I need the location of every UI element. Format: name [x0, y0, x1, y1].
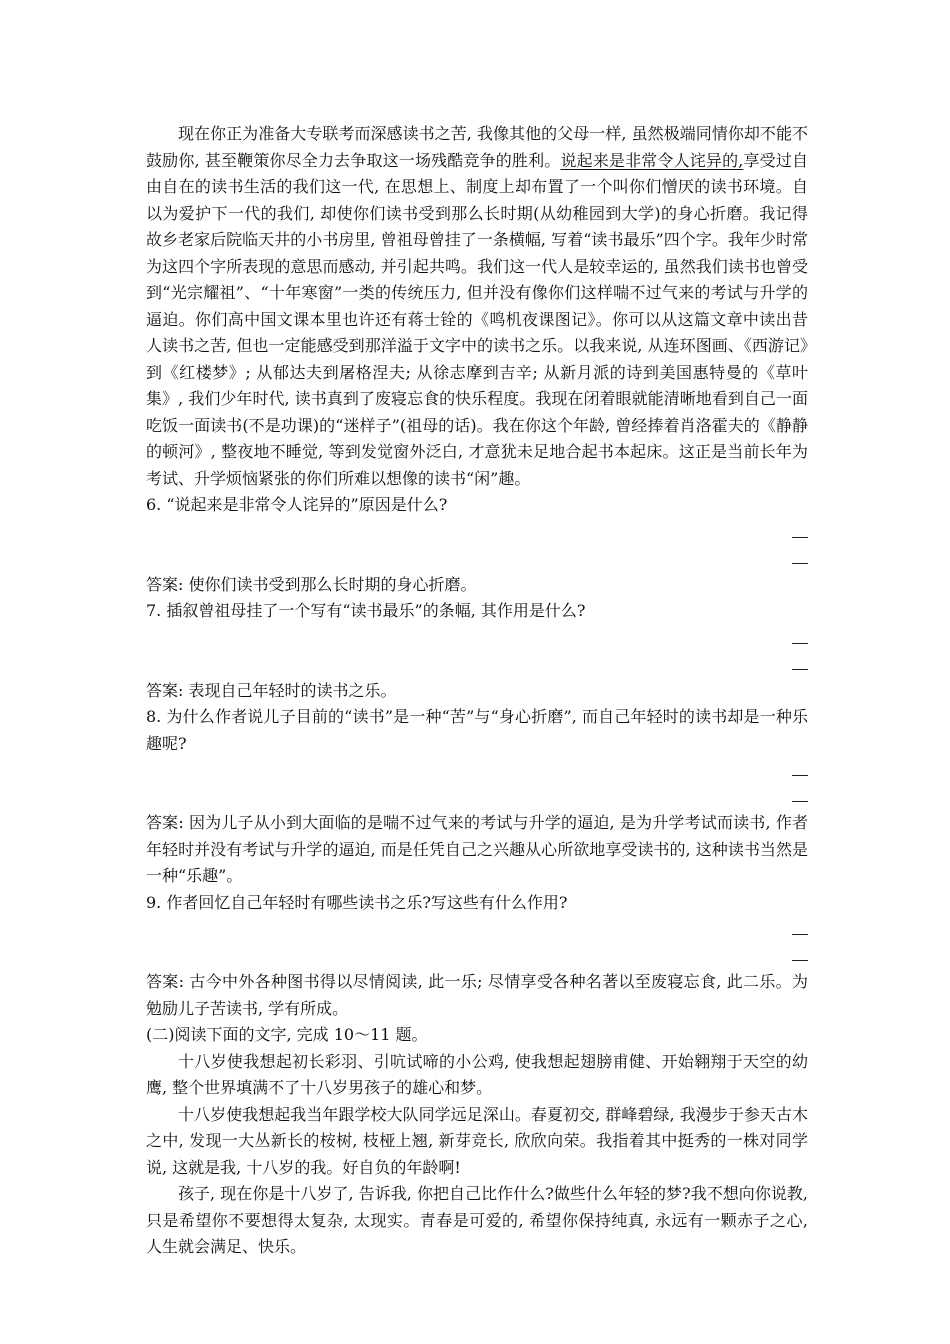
blank-line [792, 775, 808, 776]
question-6: 6. “说起来是非常令人诧异的”原因是什么? [146, 495, 448, 514]
answer-7: 答案: 表现自己年轻时的读书之乐。 [146, 680, 397, 700]
answer-8: 答案: 因为儿子从小到大面临的是喘不过气来的考试与升学的逼迫, 是为升学考试而读书, 作者年轻时并没有考试与升学的逼迫, 而是任凭自己之兴趣从心所欲地享受读书的, 这种读书当然是一种“乐趣”。 [146, 813, 808, 885]
question-8: 8. 为什么作者说儿子目前的“读书”是一种“苦”与“身心折磨”, 而自己年轻时的读书却是一种乐趣呢? [146, 707, 808, 753]
blank-line [792, 801, 808, 802]
passage-text-start: 现在你正为准备大专联考而深感读书之苦, 我像其他的父母一样, 虽然极端同情你却不能不鼓励你, 甚至鞭策你尽全力去争取这一场残酷竞争的胜利。 [146, 124, 808, 170]
answer-9: 答案: 古今中外各种图书得以尽情阅读, 此一乐; 尽情享受各种名著以至废寝忘食, 此二乐。为勉励儿子苦读书, 学有所成。 [146, 972, 808, 1018]
blank-line [792, 934, 808, 935]
blank-line [792, 563, 808, 564]
section-2-paragraph: 孩子, 现在你是十八岁了, 告诉我, 你把自己比作什么?做些什么年轻的梦?我不想向你说教, 只是希望你不要想得太复杂, 太现实。青春是可爱的, 希望你保持纯真, 永远有一颗赤子之心, 人生就会满足、快乐。 [146, 1184, 808, 1256]
answer-blank-6 [146, 519, 808, 572]
section-2-heading: (二)阅读下面的文字, 完成 10～11 题。 [146, 1025, 428, 1044]
question-7: 7. 插叙曾祖母挂了一个写有“读书最乐”的条幅, 其作用是什么? [146, 601, 586, 620]
blank-line [792, 537, 808, 538]
section-2-paragraph: 十八岁使我想起我当年跟学校大队同学远足深山。春夏初交, 群峰碧绿, 我漫步于参天古木之中, 发现一大丛新长的桉树, 枝桠上翘, 新芽竞长, 欣欣向荣。我指着其中挺秀的一株对同学说, 这就是我, 十八岁的我。好自负的年龄啊! [146, 1104, 808, 1177]
answer-blank-8 [146, 757, 808, 810]
answer-blank-7 [146, 625, 808, 678]
blank-line [792, 669, 808, 670]
blank-line [792, 643, 808, 644]
answer-6: 答案: 使你们读书受到那么长时期的身心折磨。 [146, 574, 477, 594]
section-2-paragraph: 十八岁使我想起初长彩羽、引吭试啼的小公鸡, 使我想起翅膀甫健、开始翱翔于天空的幼鹰, 整个世界填满不了十八岁男孩子的雄心和梦。 [146, 1051, 808, 1097]
question-9: 9. 作者回忆自己年轻时有哪些读书之乐?写这些有什么作用? [146, 892, 568, 912]
answer-blank-9 [146, 916, 808, 969]
passage-text-rest: 享受过自由自在的读书生活的我们这一代, 在思想上、制度上却布置了一个叫你们憎厌的读书环境。自以为爱护下一代的我们, 却使你们读书受到那么长时期(从幼稚园到大学)的身心折磨。我记得故乡老家后院临天井的小书房里, 曾祖母曾挂了一条横幅, 写着“读书最乐”四个字。我年少时常为这四个字所表现的意思而感动, 并引起共鸣。我们这一代人是较幸运的, 虽然我们读书也曾受到“光宗耀祖”、“十年寒窗”一类的传统压力, 但并没有像你们这样喘不过气来的考试与升学的逼迫。你们高中国文课本里也许还有蒋士铨的《鸣机夜课图记》。你可以从这篇文章中读出昔人读书之苦, 但也一定能感受到那洋溢于文字中的读书之乐。以我来说, 从连环图画、《西游记》到《红楼梦》; 从郁达夫到屠格涅夫; 从徐志摩到吉辛; 从新月派的诗到美国惠特曼的《草叶集》, 我们少年时代, 读书真到了废寝忘食的快乐程度。我现在闭着眼就能清晰地看到自己一面吃饭一面读书(不是功课)的“迷样子”(祖母的话)。我在你这个年龄, 曾经捧着肖洛霍夫的《静静的顿河》, 整夜地不睡觉, 等到发觉窗外泛白, 才意犹未足地合起书本起床。这正是当前长年为考试、升学烦恼紧张的你们所难以想像的读书“闲”趣。 [146, 150, 808, 488]
underlined-phrase: 说起来是非常令人诧异的, [560, 150, 744, 170]
blank-line [792, 960, 808, 961]
document-page [146, 121, 808, 1261]
passage-paragraph [146, 121, 808, 492]
